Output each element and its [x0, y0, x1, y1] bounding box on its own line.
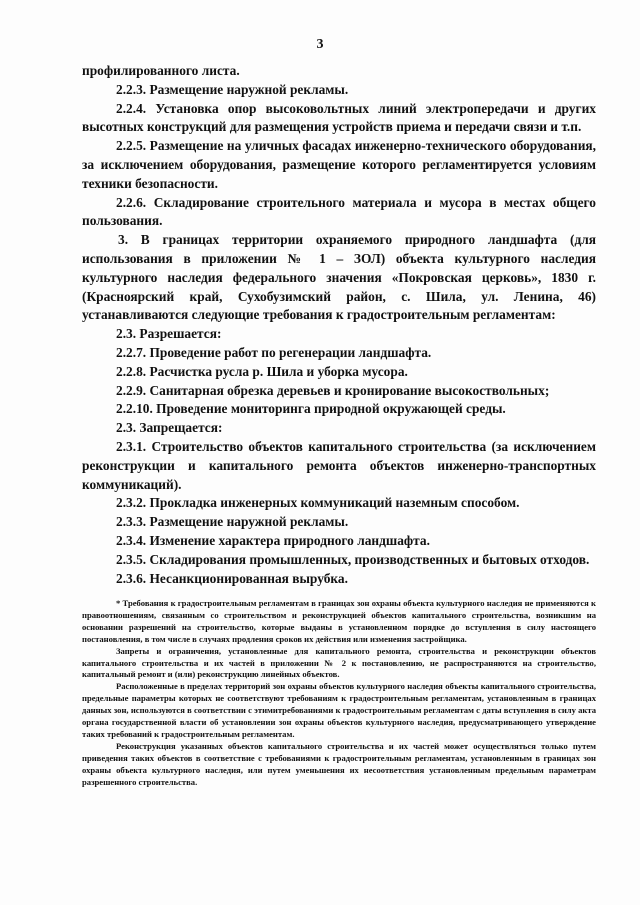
paragraph-2-2-9: 2.2.9. Санитарная обрезка деревьев и кронирование высокоствольных; — [116, 382, 550, 398]
main-text — [82, 62, 596, 588]
paragraph-2-2-8: 2.2.8. Расчистка русла р. Шила и уборка мусора. — [116, 363, 408, 379]
paragraph-2-2-4: 2.2.4. Установка опор высоковольтных линий электропередачи и других высотных конструкций для размещения устройств приема и передачи связи и т.п. — [82, 100, 596, 135]
paragraph-2-3-1: 2.3.1. Строительство объектов капитального строительства (за исключением реконструкции и капитального ремонта объектов инженерно-транспортных коммуникаций). — [82, 438, 596, 492]
footnote-2: Запреты и ограничения, установленные для капитального ремонта, строительства и реконструкции объектов капитального строительства и их частей в приложении № 2 к постановлению, не распространяются на строительство, капитальный ремонт и (или) реконструкцию линейных объектов. — [82, 645, 596, 680]
footnotes — [82, 598, 596, 789]
paragraph-2-2-3: 2.2.3. Размещение наружной рекламы. — [116, 81, 349, 97]
paragraph-section-3: 3. В границах территории охраняемого природного ландшафта (для использования в приложении № 1 – ЗОЛ) объекта культурного наследия культурного наследия федерального значения «Покровская церковь», 1830 г. (Красноярский край, Сухобузимский район, с. Шила, ул. Ленина, 46) устанавливаются следующие требования к градостроительным регламентам: — [82, 232, 596, 323]
footnote-1: * Требования к градостроительным регламентам в границах зон охраны объекта культурного наследия не применяются к правоотношениям, связанным со строительством и реконструкцией объектов капитального строительства, возникшим на основании разрешений на строительство, которые выданы в установленном порядке до вступления в силу настоящего постановления, в том числе в случаях продления сроков их действия или изменения застройщика. — [82, 598, 596, 644]
paragraph-2-3-5: 2.3.5. Складирования промышленных, производственных и бытовых отходов. — [116, 551, 590, 567]
heading-prohibited: 2.3. Запрещается: — [116, 420, 223, 436]
paragraph-2-2-5: 2.2.5. Размещение на уличных фасадах инженерно-технического оборудования, за исключением оборудования, размещение которого регламентируется условиям техники безопасности. — [82, 138, 596, 191]
paragraph-2-3-3: 2.3.3. Размещение наружной рекламы. — [116, 514, 349, 530]
paragraph-2-3-2: 2.3.2. Прокладка инженерных коммуникаций наземным способом. — [116, 495, 520, 511]
footnote-4: Реконструкция указанных объектов капитального строительства и их частей может осуществляться только путем приведения таких объектов в соответствие с требованиями к градостроительным регламентам, установленным в границах зон охраны объекта культурного наследия, или путем уменьшения их несоответствия установленным предельным параметрам разрешенного строительства. — [82, 740, 596, 787]
paragraph-2-3-4: 2.3.4. Изменение характера природного ландшафта. — [116, 532, 430, 548]
paragraph-2-2-6: 2.2.6. Складирование строительного материала и мусора в местах общего пользования. — [82, 194, 596, 229]
paragraph-continuation: профилированного листа. — [82, 63, 240, 78]
heading-allowed: 2.3. Разрешается: — [116, 326, 222, 342]
footnote-3: Расположенные в пределах территорий зон охраны объектов культурного наследия объекты капитального строительства, предельные параметры которых не соответствуют требованиям к градостроительным регламентам, установленным в границах данных зон, используются в соответствии с этимитребованиями к градостроительным регламентам с даты вступления в силу акта органа государственной власти об установлении зон охраны объектов культурного наследия, предусматривающего утверждение таких требований к градостроительным регламентам. — [82, 681, 596, 739]
paragraph-2-3-6: 2.3.6. Несанкционированная вырубка. — [116, 570, 348, 586]
page-number: 3 — [316, 37, 324, 52]
paragraph-2-2-7: 2.2.7. Проведение работ по регенерации ландшафта. — [116, 344, 432, 360]
paragraph-2-2-10: 2.2.10. Проведение мониторинга природной окружающей среды. — [116, 401, 506, 417]
